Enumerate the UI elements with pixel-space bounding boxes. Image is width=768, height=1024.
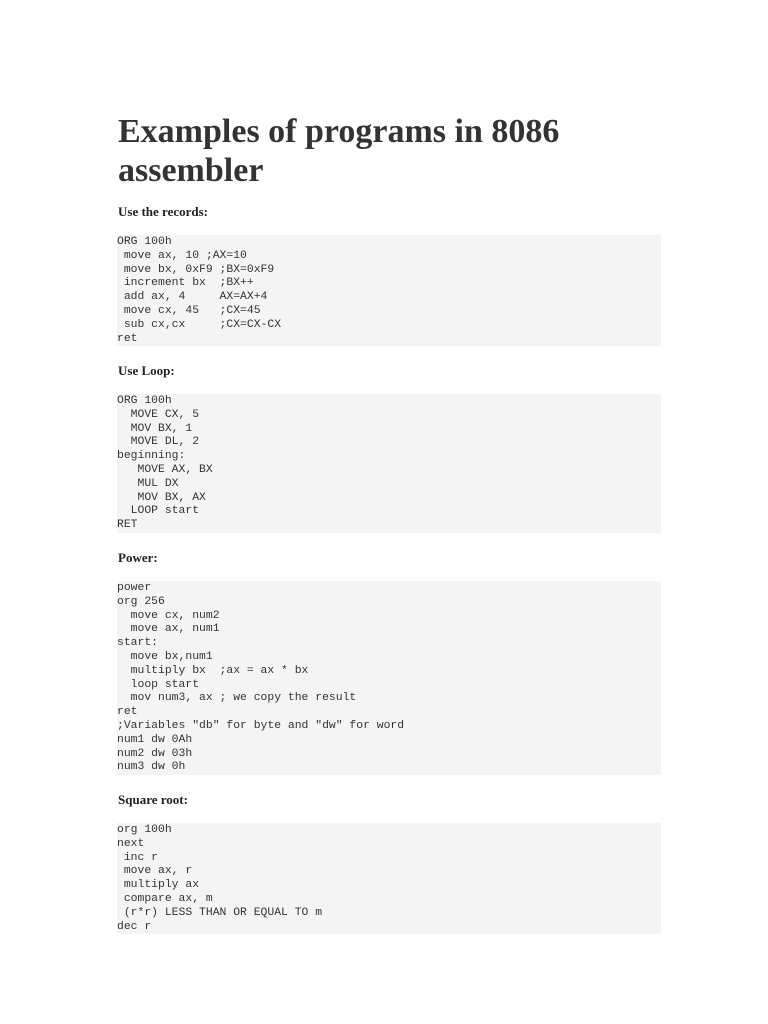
code-line: MOVE CX, 5 [117, 408, 200, 421]
code-line: org 256 [117, 595, 165, 608]
code-line: num2 dw 03h [117, 747, 193, 760]
code-block-power [117, 581, 661, 775]
section-label-power: Power: [118, 550, 158, 565]
code-block-records [117, 235, 661, 346]
code-line: inc r [117, 851, 159, 864]
code-block-loop [117, 394, 661, 533]
code-line: start: [117, 637, 159, 650]
code-line: num1 dw 0Ah [117, 733, 193, 746]
section-label-loop: Use Loop: [118, 363, 175, 378]
code-line: MOVE DL, 2 [117, 436, 200, 449]
code-line: MOVE AX, BX [117, 463, 213, 476]
code-line: RET [117, 519, 138, 532]
code-line: multiply ax [117, 879, 200, 892]
code-line: mov num3, ax ; we copy the result [117, 692, 357, 705]
code-line: move bx,num1 [117, 650, 213, 663]
code-line: compare ax, m [117, 892, 213, 905]
code-line: move cx, 45 ;CX=45 [117, 304, 261, 317]
code-line: (r*r) LESS THAN OR EQUAL TO m [117, 906, 323, 919]
code-line: move ax, r [117, 865, 193, 878]
code-line: ;Variables "db" for byte and "dw" for word [117, 719, 405, 732]
code-line: increment bx ;BX++ [117, 277, 254, 290]
section-label-square-root: Square root: [118, 792, 188, 807]
code-line: sub cx,cx ;CX=CX-CX [117, 318, 282, 331]
code-line: dec r [117, 920, 152, 933]
code-block-square-root [117, 823, 661, 934]
code-line: next [117, 837, 145, 850]
code-line: ORG 100h [117, 236, 172, 248]
code-line: MUL DX [117, 477, 179, 490]
code-line: loop start [117, 678, 200, 691]
code-line: move cx, num2 [117, 609, 220, 622]
code-line: beginning: [117, 450, 186, 463]
code-line: add ax, 4 AX=AX+4 [117, 291, 268, 304]
code-line: move bx, 0xF9 ;BX=0xF9 [117, 263, 275, 276]
code-line: ORG 100h [117, 395, 172, 407]
section-label-records: Use the records: [118, 204, 209, 219]
code-line: org 100h [117, 824, 172, 836]
code-line: multiply bx ;ax = ax * bx [117, 664, 309, 677]
code-line: MOV BX, AX [117, 491, 206, 504]
code-line: move ax, num1 [117, 623, 220, 636]
code-line: move ax, 10 ;AX=10 [117, 249, 247, 262]
code-line: LOOP start [117, 505, 200, 518]
code-line: ret [117, 332, 138, 345]
page-title: Examples of programs in 8086 assembler [118, 113, 560, 189]
code-line: num3 dw 0h [117, 761, 186, 774]
code-line: ret [117, 706, 138, 719]
code-line: power [117, 582, 152, 594]
code-line: MOV BX, 1 [117, 422, 193, 435]
